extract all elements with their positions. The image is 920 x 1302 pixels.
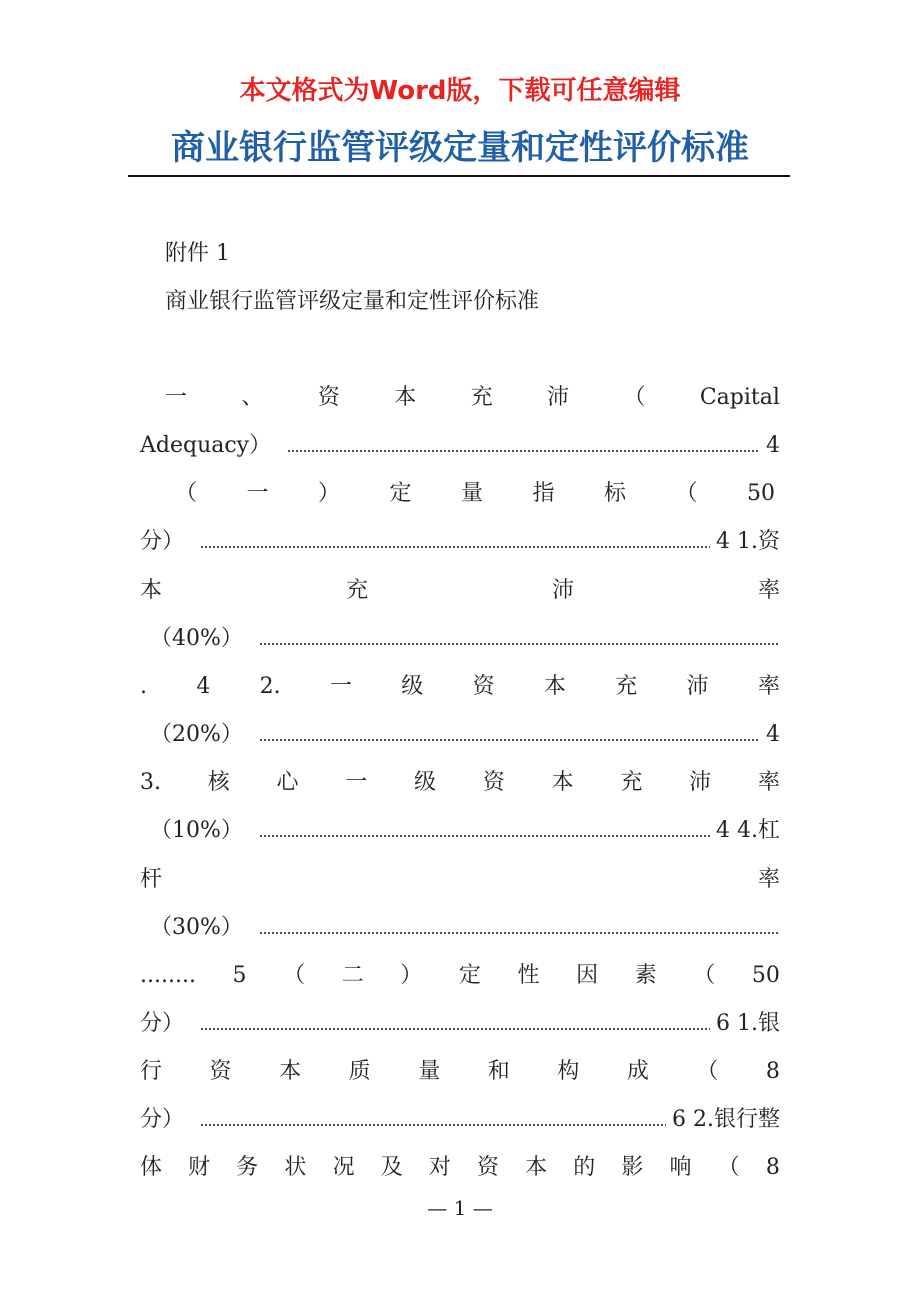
toc-token: 2. [259, 674, 281, 699]
toc-token: 本 [543, 674, 566, 699]
toc-token: 8 [765, 1059, 780, 1084]
toc-entry-text: 分） [140, 1011, 185, 1036]
toc-token: 率 [757, 674, 780, 699]
toc-token: 级 [401, 674, 424, 699]
attachment-label: 附件 1 [165, 241, 230, 266]
toc-line-2 [140, 429, 780, 463]
toc-token: （ [717, 1155, 740, 1180]
dot-leader [259, 643, 780, 645]
dot-leader [259, 932, 780, 934]
toc-token: 财 [188, 1155, 211, 1180]
toc-token: 沛 [686, 674, 709, 699]
toc-token: 和 [487, 1059, 510, 1084]
toc-line-15 [140, 1055, 780, 1089]
toc-token: 3. [140, 770, 161, 795]
toc-entry-text: 分） [140, 529, 185, 554]
toc-token: ） [318, 481, 341, 506]
toc-token: 充 [620, 770, 643, 795]
toc-line-3 [175, 477, 775, 511]
toc-line-17 [140, 1151, 780, 1185]
toc-token: 定 [389, 481, 412, 506]
toc-token: （ [175, 481, 198, 506]
toc-token: 核 [207, 770, 230, 795]
toc-token: （ [623, 385, 646, 410]
toc-token: （ [675, 481, 698, 506]
toc-token: 务 [236, 1155, 259, 1180]
toc-line-4 [140, 525, 780, 559]
toc-token: 50 [751, 963, 780, 988]
toc-token: 量 [418, 1059, 441, 1084]
toc-token: 一 [345, 770, 368, 795]
toc-token: 4 [196, 674, 211, 699]
toc-token: ........ [140, 963, 196, 988]
toc-token: 性 [517, 963, 540, 988]
document-subtitle: 商业银行监管评级定量和定性评价标准 [165, 289, 540, 314]
toc-token: （ [693, 963, 716, 988]
toc-line-13 [140, 959, 780, 993]
toc-token: 构 [557, 1059, 580, 1084]
toc-token: 充 [470, 385, 493, 410]
toc-token: . [140, 674, 147, 699]
toc-token: 本 [525, 1155, 548, 1180]
toc-line-9 [140, 766, 780, 800]
toc-token: 一 [329, 674, 352, 699]
toc-token: （ [696, 1059, 719, 1084]
toc-token: 一 [165, 385, 188, 410]
toc-token: 量 [461, 481, 484, 506]
toc-token: 行 [140, 1059, 163, 1084]
toc-token: 响 [669, 1155, 692, 1180]
toc-line-7 [140, 670, 780, 704]
toc-line-1 [165, 381, 780, 415]
dot-leader [200, 546, 710, 548]
toc-page-ref: 6 1.银 [716, 1011, 780, 1036]
toc-token: 的 [573, 1155, 596, 1180]
toc-token: 本 [394, 385, 417, 410]
toc-token: 级 [414, 770, 437, 795]
toc-token: 、 [241, 385, 264, 410]
toc-token: 沛 [547, 385, 570, 410]
page-number: — 1 — [427, 1196, 493, 1220]
toc-entry-text: 分） [140, 1107, 185, 1132]
toc-entry-text: （30%） [150, 915, 243, 940]
toc-token: 状 [284, 1155, 307, 1180]
toc-token: ） [400, 963, 423, 988]
dot-leader [200, 1124, 666, 1126]
toc-token: 定 [458, 963, 481, 988]
toc-line-8 [150, 718, 780, 752]
toc-page-ref: 4 1.资 [716, 529, 780, 554]
toc-token: 一 [246, 481, 269, 506]
toc-line-6 [150, 622, 786, 656]
format-notice-banner: 本文格式为Word版，下载可任意编辑 [239, 76, 681, 106]
toc-token: 况 [332, 1155, 355, 1180]
toc-line-12 [150, 911, 786, 945]
toc-token: 资 [476, 1155, 499, 1180]
toc-token: 心 [276, 770, 299, 795]
toc-page-ref: 4 [766, 722, 780, 747]
toc-token: 因 [576, 963, 599, 988]
toc-token: 素 [634, 963, 657, 988]
toc-token: 资 [482, 770, 505, 795]
toc-page-ref: 6 2.银行整 [672, 1107, 780, 1132]
toc-token: 50 [747, 481, 775, 506]
toc-entry-text: （20%） [150, 722, 243, 747]
toc-entry-text: （10%） [150, 818, 243, 843]
toc-token: 8 [765, 1155, 780, 1180]
toc-token: 沛 [551, 578, 574, 603]
toc-token: 本 [551, 770, 574, 795]
toc-token: 影 [621, 1155, 644, 1180]
toc-token: 标 [604, 481, 627, 506]
toc-token: 资 [472, 674, 495, 699]
toc-token: 5 [232, 963, 247, 988]
toc-token: 成 [626, 1059, 649, 1084]
toc-token: 资 [317, 385, 340, 410]
toc-line-16 [140, 1103, 780, 1137]
toc-token: 二 [341, 963, 364, 988]
dot-leader [259, 835, 710, 837]
toc-token: 本 [279, 1059, 302, 1084]
toc-token: 及 [380, 1155, 403, 1180]
title-divider [128, 175, 790, 177]
toc-line-5 [140, 574, 780, 608]
toc-entry-text: Adequacy） [140, 433, 272, 458]
toc-token: 率 [757, 867, 780, 892]
toc-token: （ [283, 963, 306, 988]
toc-token: 体 [140, 1155, 163, 1180]
toc-page-ref: 4 [766, 433, 780, 458]
toc-token: 率 [757, 578, 780, 603]
document-title: 商业银行监管评级定量和定性评价标准 [171, 128, 749, 168]
toc-token: 质 [348, 1059, 371, 1084]
toc-token: 本 [140, 578, 163, 603]
toc-token: 率 [757, 770, 780, 795]
toc-token: 资 [209, 1059, 232, 1084]
toc-token: 充 [615, 674, 638, 699]
toc-entry-text: （40%） [150, 626, 243, 651]
dot-leader [259, 739, 760, 741]
dot-leader [287, 450, 760, 452]
toc-token: 指 [532, 481, 555, 506]
toc-token: 充 [345, 578, 368, 603]
toc-line-10 [150, 814, 780, 848]
toc-line-11 [140, 863, 780, 897]
toc-page-ref: 4 4.杠 [716, 818, 780, 843]
toc-line-14 [140, 1007, 780, 1041]
toc-token: 对 [428, 1155, 451, 1180]
toc-token: 沛 [689, 770, 712, 795]
dot-leader [200, 1028, 710, 1030]
toc-token: Capital [699, 385, 780, 410]
toc-token: 杆 [140, 867, 163, 892]
